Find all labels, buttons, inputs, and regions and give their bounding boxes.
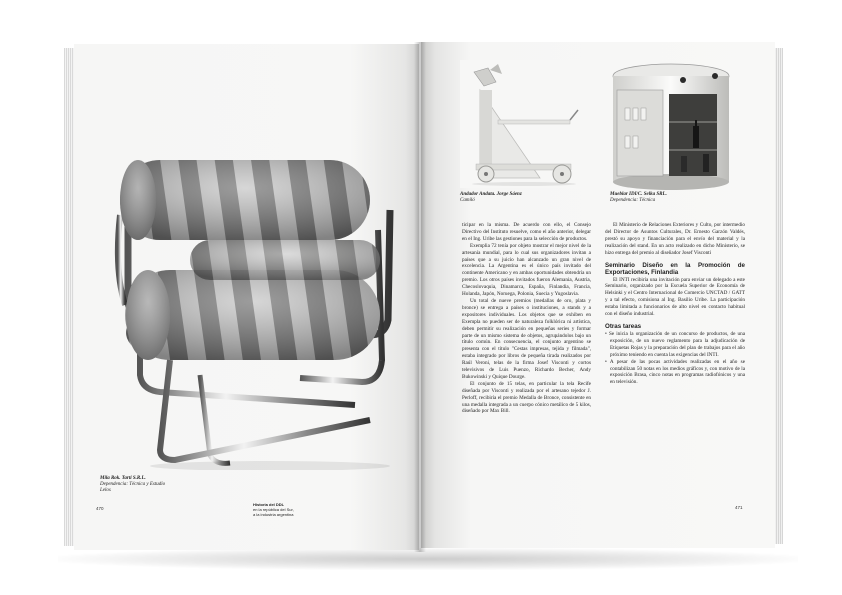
caption-line: Mueblar IDI/C. Selka SRL.: [610, 192, 667, 197]
wooden-walker-photo: [460, 60, 588, 188]
toy-photo-caption: [460, 192, 580, 204]
list-item: • Se inicia la organización de un concurso de productos, de una exposición, de un nuevo reglamento para la adjudicación de Etiquetas Rojas y la preparación del plan de trabajos para el año próximo teniendo en cuenta las exigencias del INTI.: [605, 330, 745, 358]
text-column-left: [462, 222, 591, 415]
cabinet-photo-caption: [610, 192, 730, 204]
caption-line: Camiló: [460, 198, 475, 203]
caption-line: Dependencia: Técnica y Estudio: [100, 482, 166, 487]
task-list: [605, 331, 745, 386]
section-heading-other-tasks: Otras tareas: [605, 322, 642, 330]
caption-line: Andador Andata. Jorge Sáenz: [460, 192, 522, 197]
list-item-text: A pesar de las pocas actividades realizadas en el año se contabilizan 50 notas en los medios gráficos y, con motivo de la exposición Brasa, cinco notas en programas radiofónicos y una en televisión.: [609, 358, 745, 386]
page-number-right: 471: [735, 505, 743, 510]
running-footer-line: a la industria argentina: [253, 512, 294, 517]
chair-photo: [100, 120, 400, 470]
book-gutter: [414, 42, 426, 552]
section-heading-seminar: Seminario Diseño en la Promoción de Exportaciones, Finlandia: [605, 261, 745, 276]
running-footer-line: en la república del Sur,: [253, 507, 294, 512]
paragraph: Exemplia 72 tenía por objeto mostrar el mejor nivel de la artesanía mundial, para lo cual sus organizadores invitan a países que a su juicio han alcanzado un gran nivel de excelencia. La Argentina es el único país invitado del continente Americano y en ambas oportunidades obtendría un premio. Los otros países invitados fueron Alemania, Austria, Checoslovaquia, Dinamarca, España, Finlandia, Francia, Holanda, Japón, Noruega, Polonia, Suecia y Yugoslavia.: [462, 242, 591, 298]
paragraph: Un total de nueve premios (medallas de oro, plata y bronce) se entrega a países o instituciones, a stands y a expositores individuales. Los objetos que se exhiben en Exempla no pueden ser de naturaleza folklórica ni artística, deben permitir su realización en pequeñas series y formar parte de un mismo sistema de objetos, agrupándolos bajo un título común. En consecuencia, el conjunto argentino se presenta con el título "Cestas impresas, tejida y filmada", estaba integrado por libros de pequeña tirada realizados por Raúl Veroni, telas de la firma Josef Visconti y cortos televisivos de Luis Puenzo, Richardo Becher, Andy Bukowinski y Quique Dourge.: [462, 297, 591, 380]
list-item: • A pesar de las pocas actividades realizadas en el año se contabilizan 50 notas en los medios gráficos y, con motivo de la exposición Brasa, cinco notas en programas radiofónicos y una en televisión.: [605, 358, 745, 386]
text-column-right: [605, 222, 745, 386]
list-item-text: Se inicia la organización de un concurso de productos, de una exposición, de un nuevo reglamento para la adjudicación de Etiquetas Rojas y la preparación del plan de trabajos para el año próximo teniendo en cuenta las exigencias del INTI.: [608, 330, 745, 358]
paragraph: El INTI recibiría una invitación para enviar un delegado a este Seminario, organizado por la Escuela Superior de Economía de Helsinki y el Centro Internacional de Comercio UNCTAD / GATT y a tal efecto, comisiona al Ing. Basilio Uribe. La participación estaba limitada a funcionarios de alto nivel en contacto habitual con el diseño industrial.: [605, 276, 745, 318]
paragraph: ticipar en la misma. De acuerdo con ello, el Consejo Directivo del Instituto resuelve, como el año anterior, delegar en el Ing. Uribe las gestiones para la selección de productos.: [462, 222, 591, 242]
page-number-left: 470: [96, 506, 104, 511]
running-footer-title: Historia del DDL: [253, 502, 285, 507]
paragraph: El Ministerio de Relaciones Exteriores y Culto, por intermedio del Director de Asuntos Culturales, Dr. Ernesto Garzón Valdés, prestó su apoyo y financiación para el envío del material y la realización del stand. En un acto realizado en dicho Ministerio, se hizo entrega del premio al diseñador Josef Visconti: [605, 222, 745, 256]
book-shadow: [58, 548, 798, 570]
caption-line: Mila Rok. Tarti S.R.L.: [100, 476, 146, 481]
paragraph: El conjunto de 15 telas, en particular la tela Recife diseñada por Visconti y realizada por el artesano tejedor J. Perloff, recibiría el premio Medalla de Bronce, consistente en una medalla integrada a un cuerpo cónico metálico de 5 kilos, diseñado por Max Bill.: [462, 380, 591, 415]
left-photo-caption: [100, 476, 220, 494]
caption-line: Dependencia: Técnica: [610, 198, 656, 203]
running-footer: [253, 502, 323, 517]
caption-line: Lelos: [100, 488, 111, 493]
bar-cabinet-photo: [607, 60, 735, 192]
